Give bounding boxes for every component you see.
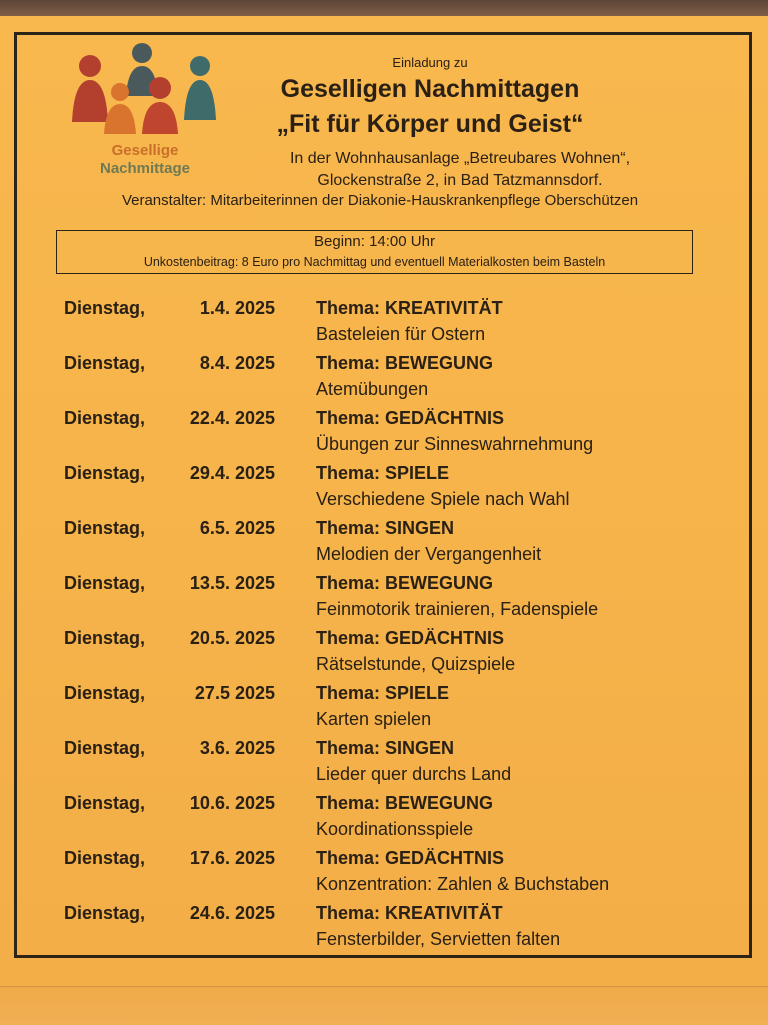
schedule-row <box>0 628 768 682</box>
schedule-row <box>0 518 768 572</box>
row-theme: Thema: GEDÄCHTNIS <box>316 628 505 648</box>
row-day: Dienstag, <box>64 738 146 758</box>
row-date: 10.6. 2025 <box>189 793 275 813</box>
row-theme: Thema: GEDÄCHTNIS <box>316 848 505 868</box>
row-theme: Thema: SINGEN <box>316 738 455 758</box>
row-day: Dienstag, <box>64 518 146 538</box>
row-description: Fensterbilder, Servietten falten <box>316 929 561 949</box>
row-date: 20.5. 2025 <box>189 628 275 648</box>
schedule-row <box>0 793 768 847</box>
address-line-1: In der Wohnhausanlage „Betreubares Wohnen“, <box>289 150 631 167</box>
row-description: Basteleien für Ostern <box>316 324 486 344</box>
row-theme: Thema: BEWEGUNG <box>316 573 494 593</box>
row-description: Karten spielen <box>316 709 432 729</box>
title-line-2: „Fit für Körper und Geist“ <box>276 110 584 138</box>
row-date: 3.6. 2025 <box>199 738 275 758</box>
row-theme: Thema: BEWEGUNG <box>316 353 494 373</box>
logo-line-2: Nachmittage <box>99 160 191 177</box>
row-theme: Thema: KREATIVITÄT <box>316 298 503 318</box>
schedule-row <box>0 903 768 957</box>
row-date: 8.4. 2025 <box>199 353 275 373</box>
row-day: Dienstag, <box>64 903 146 923</box>
row-description: Übungen zur Sinneswahrnehmung <box>316 434 594 454</box>
row-day: Dienstag, <box>64 628 146 648</box>
row-day: Dienstag, <box>64 353 146 373</box>
row-description: Lieder quer durchs Land <box>316 764 512 784</box>
row-description: Verschiedene Spiele nach Wahl <box>316 489 570 509</box>
schedule-row <box>0 738 768 792</box>
row-day: Dienstag, <box>64 573 146 593</box>
info-box <box>56 230 693 274</box>
row-day: Dienstag, <box>64 408 146 428</box>
row-theme: Thema: SPIELE <box>316 683 450 703</box>
row-description: Melodien der Vergangenheit <box>316 544 542 564</box>
organizer-line: Veranstalter: Mitarbeiterinnen der Diakonie-Hauskrankenpflege Oberschützen <box>121 192 639 209</box>
schedule-row <box>0 463 768 517</box>
invitation-label: Einladung zu <box>392 55 468 70</box>
row-day: Dienstag, <box>64 848 146 868</box>
cost-info: Unkostenbeitrag: 8 Euro pro Nachmittag und eventuell Materialkosten beim Basteln <box>143 255 606 269</box>
address-line-2: Glockenstraße 2, in Bad Tatzmannsdorf. <box>317 172 603 189</box>
schedule-row <box>0 683 768 737</box>
title-line-1: Geselligen Nachmittagen <box>280 75 580 103</box>
row-description: Koordinationsspiele <box>316 819 474 839</box>
row-description: Feinmotorik trainieren, Fadenspiele <box>316 599 599 619</box>
row-theme: Thema: BEWEGUNG <box>316 793 494 813</box>
row-date: 6.5. 2025 <box>199 518 275 538</box>
row-day: Dienstag, <box>64 793 146 813</box>
row-date: 22.4. 2025 <box>189 408 275 428</box>
row-day: Dienstag, <box>64 683 146 703</box>
row-day: Dienstag, <box>64 463 146 483</box>
logo-wordmark <box>70 142 220 178</box>
schedule-row <box>0 408 768 462</box>
row-day: Dienstag, <box>64 298 146 318</box>
row-description: Konzentration: Zahlen & Buchstaben <box>316 874 610 894</box>
row-theme: Thema: GEDÄCHTNIS <box>316 408 505 428</box>
logo-line-1: Gesellige <box>111 142 179 159</box>
schedule-row <box>0 848 768 902</box>
row-theme: Thema: KREATIVITÄT <box>316 903 503 923</box>
schedule-row <box>0 298 768 352</box>
row-date: 13.5. 2025 <box>189 573 275 593</box>
row-theme: Thema: SINGEN <box>316 518 455 538</box>
row-date: 29.4. 2025 <box>189 463 275 483</box>
row-date: 17.6. 2025 <box>189 848 275 868</box>
row-date: 24.6. 2025 <box>189 903 275 923</box>
start-time: Beginn: 14:00 Uhr <box>314 233 435 250</box>
row-date: 1.4. 2025 <box>199 298 275 318</box>
row-description: Rätselstunde, Quizspiele <box>316 654 516 674</box>
schedule-row <box>0 353 768 407</box>
row-theme: Thema: SPIELE <box>316 463 450 483</box>
paper-edge <box>0 986 768 1025</box>
row-description: Atemübungen <box>316 379 429 399</box>
row-date: 27.5 2025 <box>194 683 275 703</box>
schedule-row <box>0 573 768 627</box>
